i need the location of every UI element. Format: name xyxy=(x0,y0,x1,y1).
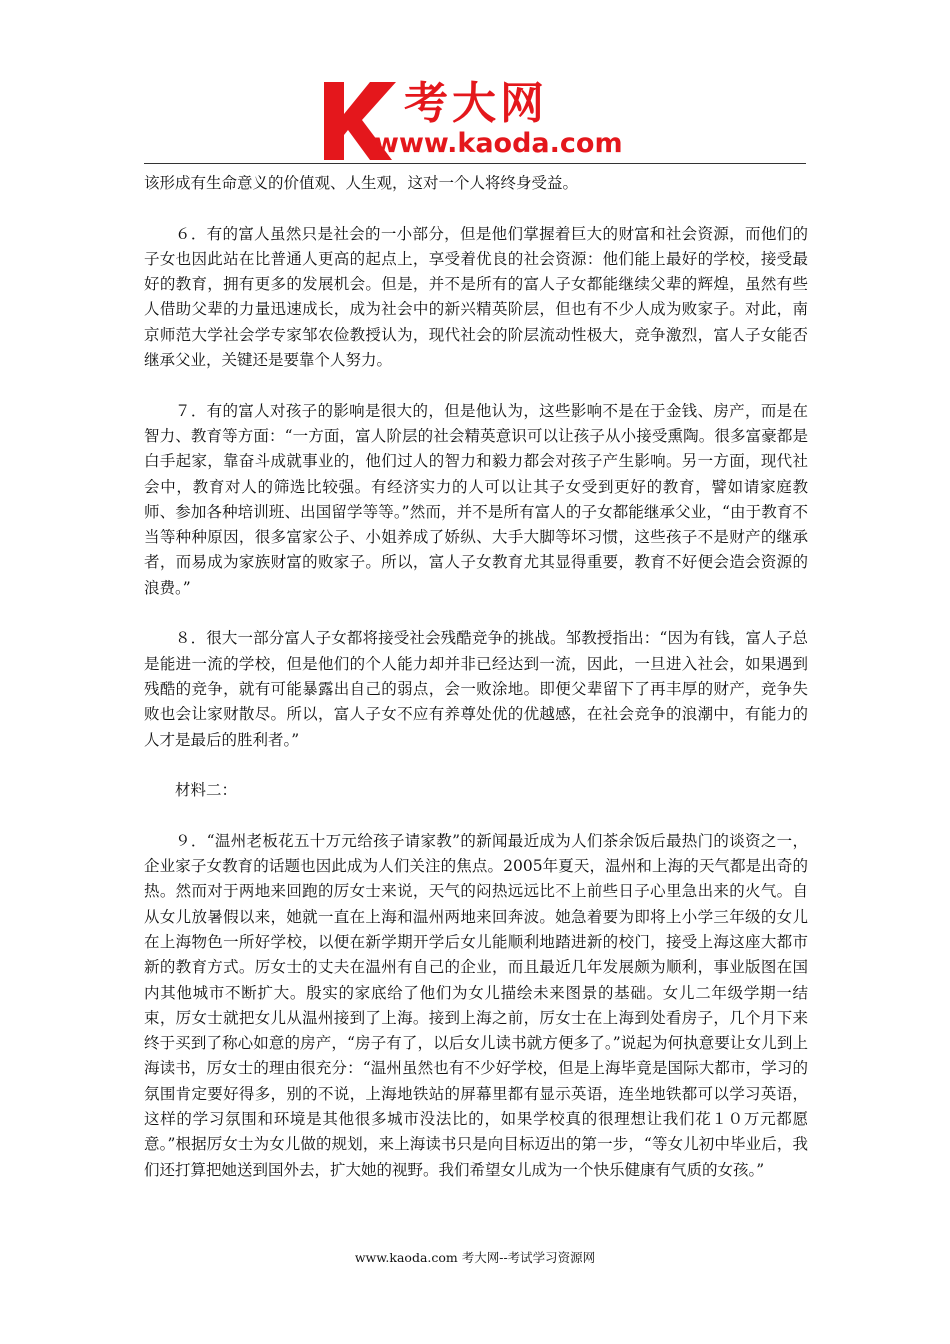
paragraph-8: ８．很大一部分富人子女都将接受社会残酷竞争的挑战。邹教授指出：“因为有钱，富人子总是能进一流的学校，但是他们的个人能力却并非已经达到一流，因此，一旦进入社会，如果遇到残酷的竞争，就有可能暴露出自己的弱点，会一败涂地。即便父辈留下了再丰厚的财产，竞争失败也会让家财散尽。所以，富人子女不应有养尊处优的优越感，在社会竞争的浪潮中，有能力的人才是最后的胜利者。” xyxy=(144,629,808,749)
page-footer: www.kaoda.com 考大网--考试学习资源网 xyxy=(354,1250,596,1265)
logo-chinese-name: 考大网 xyxy=(404,78,548,129)
document-body xyxy=(144,171,808,1183)
paragraph-7: ７．有的富人对孩子的影响是很大的，但是他认为，这些影响不是在于金钱、房产，而是在智力、教育等方面：“一方面，富人阶层的社会精英意识可以让孩子从小接受熏陶。很多富豪都是白手起家，靠奋斗成就事业的，他们过人的智力和毅力都会对孩子产生影响。另一方面，现代社会中，教育对人的筛选比较强。有经济实力的人可以让其子女受到更好的教育，譬如请家庭教师、参加各种培训班、出国留学等等。”然而，并不是所有富人的子女都能继承父业，“由于教育不当等种种原因，很多富家公子、小姐养成了娇纵、大手大脚等坏习惯，这些孩子不是财产的继承者，而易成为家族财富的败家子。所以，富人子女教育尤其显得重要，教育不好便会造会资源的浪费。” xyxy=(144,401,808,597)
paragraph-6: ６．有的富人虽然只是社会的一小部分，但是他们掌握着巨大的财富和社会资源，而他们的子女也因此站在比普通人更高的起点上，享受着优良的社会资源：他们能上最好的学校，接受最好的教育，拥有更多的发展机会。但是，并不是所有的富人子女都能继续父辈的辉煌，虽然有些人借助父辈的力量迅速成长，成为社会中的新兴精英阶层，但也有不少人成为败家子。对此，南京师范大学社会学专家邹农俭教授认为，现代社会的阶层流动性极大，竞争激烈，富人子女能否继承父业，关键还是要靠个人努力。 xyxy=(144,224,808,370)
section-heading-material-2: 材料二： xyxy=(175,781,238,800)
site-logo xyxy=(318,78,648,162)
paragraph-9: ９．“温州老板花五十万元给孩子请家教”的新闻最近成为人们茶余饭后最热门的谈资之一，企业家子女教育的话题也因此成为人们关注的焦点。2005年夏天，温州和上海的天气都是出奇的热。然而对于两地来回跑的厉女士来说，天气的闷热远远比不上前些日子心里急出来的火气。自从女儿放暑假以来，她就一直在上海和温州两地来回奔波。她急着要为即将上小学三年级的女儿在上海物色一所好学校，以便在新学期开学后女儿能顺利地踏进新的校门，接受上海这座大都市新的教育方式。厉女士的丈夫在温州有自己的企业，而且最近几年发展颇为顺利，事业版图在国内其他城市不断扩大。殷实的家底给了他们为女儿描绘未来图景的基础。女儿二年级学期一结束，厉女士就把女儿从温州接到了上海。接到上海之前，厉女士在上海到处看房子，几个月下来终于买到了称心如意的房产，“房子有了，以后女儿读书就方便多了。”说起为何执意要让女儿到上海读书，厉女士的理由很充分：“温州虽然也有不少好学校，但是上海毕竟是国际大都市，学习的氛围肯定要好得多，别的不说，上海地铁站的屏幕里都有显示英语，连坐地铁都可以学习英语，这样的学习氛围和环境是其他很多城市没法比的，如果学校真的很理想让我们花１０万元都愿意。”根据厉女士为女儿做的规划，来上海读书只是向目标迈出的第一步，“等女儿初中毕业后，我们还打算把她送到国外去，扩大她的视野。我们希望女儿成为一个快乐健康有气质的女孩。” xyxy=(144,831,808,1179)
header-divider xyxy=(144,163,806,164)
logo-url: www.kaoda.com xyxy=(374,128,623,159)
lead-text: 该形成有生命意义的价值观、人生观，这对一个人将终身受益。 xyxy=(144,174,579,192)
